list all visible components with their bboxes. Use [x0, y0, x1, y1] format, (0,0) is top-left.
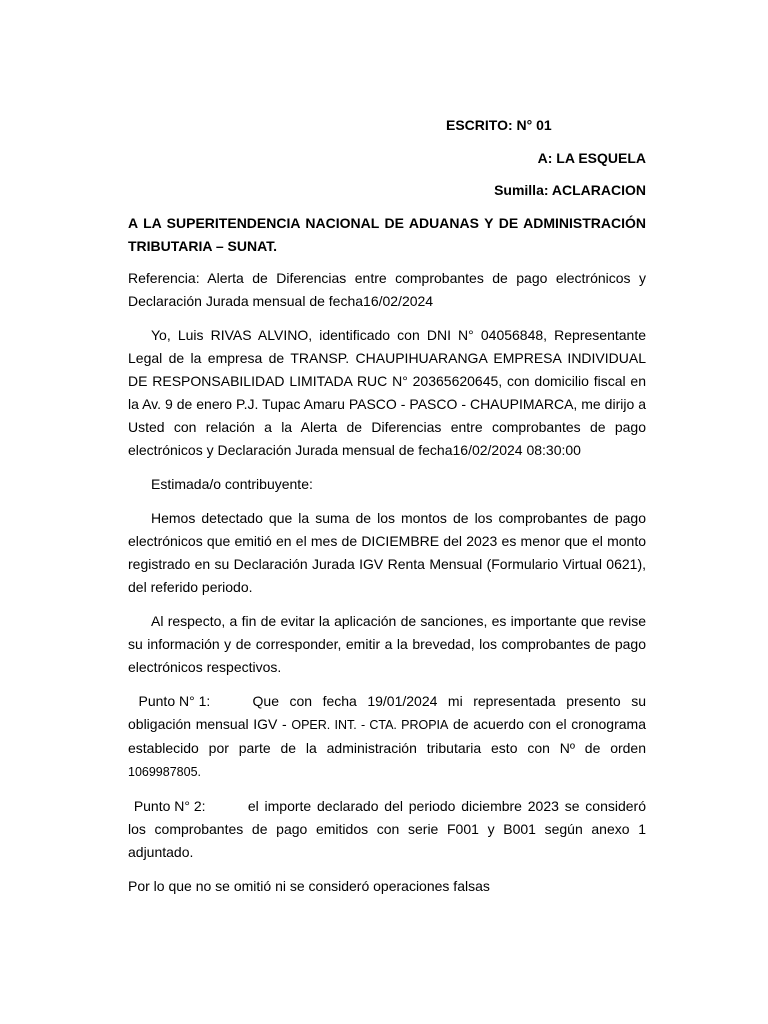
punto-1 — [128, 690, 646, 784]
document-heading: A LA SUPERITENDENCIA NACIONAL DE ADUANAS Y DE ADMINISTRACIÓN TRIBUTARIA – SUNAT. — [128, 215, 646, 254]
punto-2-text: el importe declarado del periodo diciembre 2023 se consideró los comprobantes de pago emitidos con serie F001 y B001 según anexo 1 adjuntado. — [128, 798, 646, 860]
body-paragraph-1: Hemos detectado que la suma de los montos de los comprobantes de pago electrónicos que emitió en el mes de DICIEMBRE del 2023 es menor que el monto registrado en su Declaración Jurada IGV Renta Mensual (Formulario Virtual 0621), del referido periodo. — [128, 510, 646, 595]
addressee-line: A: LA ESQUELA — [537, 150, 646, 166]
greeting: Estimada/o contribuyente: — [151, 476, 313, 492]
closing-line: Por lo que no se omitió ni se consideró operaciones falsas — [128, 878, 490, 894]
punto-2-label: Punto N° 2: — [133, 798, 206, 814]
punto-1-order-number: 1069987805. — [128, 765, 201, 779]
reference-paragraph: Referencia: Alerta de Diferencias entre comprobantes de pago electrónicos y Declaración Jurada mensual de fecha16/02/2024 — [128, 270, 646, 309]
punto-1-label: Punto N° 1: — [138, 693, 211, 709]
punto-1-text-small: OPER. INT. - CTA. PROPIA — [291, 718, 449, 732]
escrito-number: ESCRITO: N° 01 — [446, 117, 552, 133]
punto-1-text-b: de acuerdo con el cronograma establecido por parte de la administración tributaria esto con Nº de orden — [128, 716, 646, 756]
intro-paragraph: Yo, Luis RIVAS ALVINO, identificado con DNI N° 04056848, Representante Legal de la empresa de TRANSP. CHAUPIHUARANGA EMPRESA INDIVIDUAL DE RESPONSABILIDAD LIMITADA RUC N° 20365620645, con domicilio fiscal en la Av. 9 de enero P.J. Tupac Amaru PASCO - PASCO - CHAUPIMARCA, me dirijo a Usted con relación a la Alerta de Diferencias entre comprobantes de pago electrónicos y Declaración Jurada mensual de fecha16/02/2024 08:30:00 — [128, 327, 646, 458]
punto-2 — [128, 795, 646, 864]
body-paragraph-2: Al respecto, a fin de evitar la aplicación de sanciones, es importante que revise su información y de corresponder, emitir a la brevedad, los comprobantes de pago electrónicos respectivos. — [128, 613, 646, 675]
document-body — [128, 114, 646, 898]
sumilla-line: Sumilla: ACLARACION — [494, 182, 646, 198]
punto-1-text-a: Que con fecha 19/01/2024 mi representada presento su obligación mensual IGV - — [128, 693, 646, 732]
